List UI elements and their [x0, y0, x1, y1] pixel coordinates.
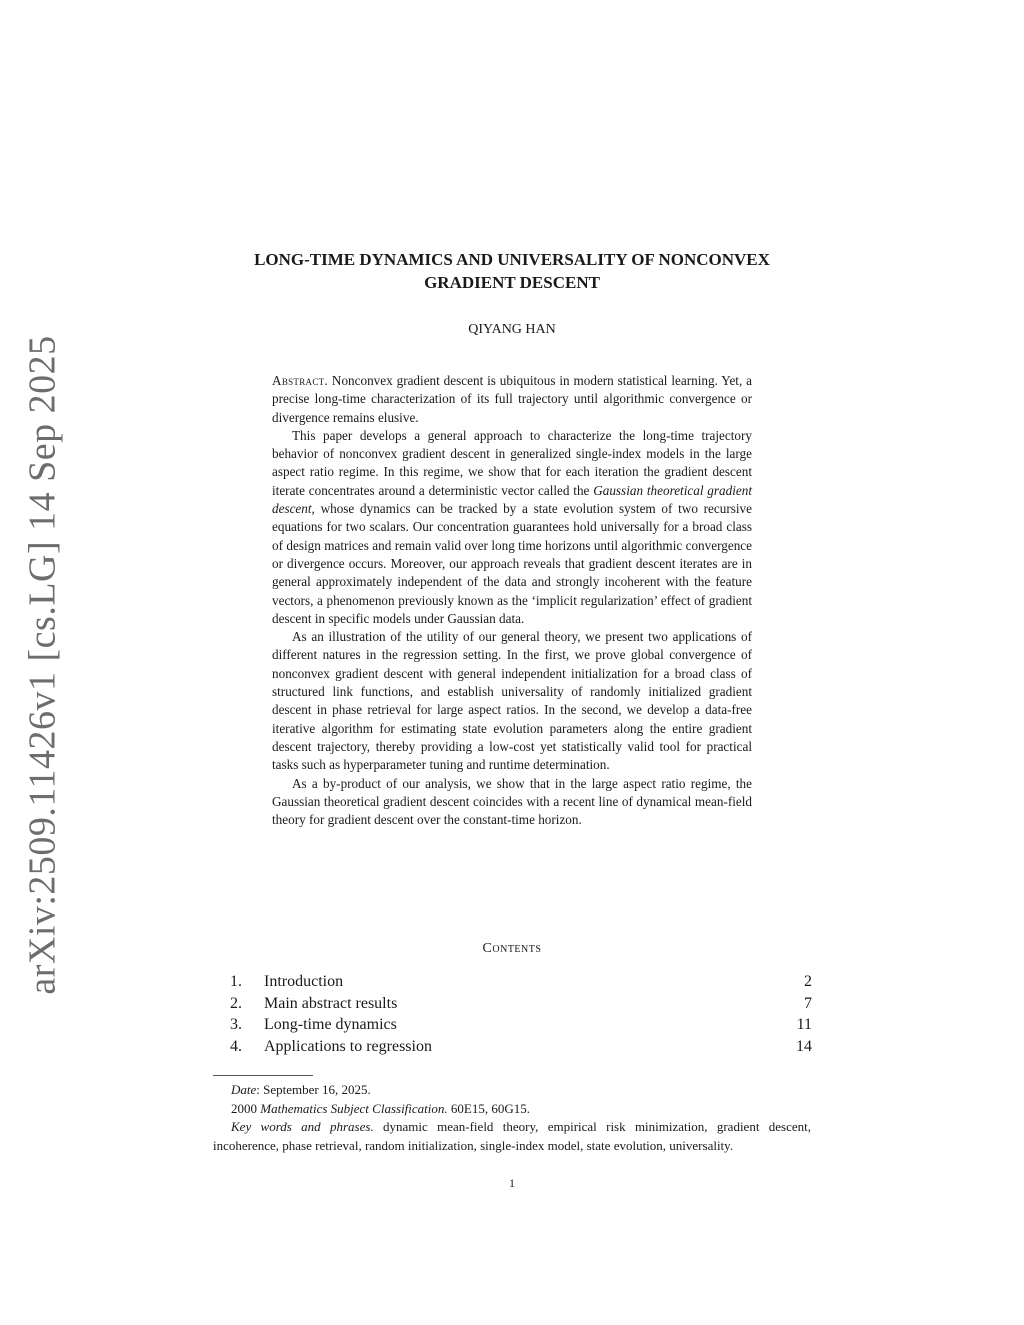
arxiv-identifier-text: arXiv:2509.11426v1 [cs.LG] 14 Sep 2025 [22, 335, 65, 995]
toc-page: 14 [796, 1038, 812, 1056]
abstract-paragraph-2 [272, 427, 752, 628]
toc-number: 4. [230, 1038, 242, 1056]
contents-heading: Contents [482, 941, 542, 956]
footnote-rule [213, 1075, 313, 1076]
toc-number: 3. [230, 1016, 242, 1034]
msc-year: 2000 [231, 1100, 261, 1116]
toc-entry[interactable] [230, 1014, 812, 1036]
abstract-paragraph-4: As a by-product of our analysis, we show that in the large aspect ratio regime, the Gaussian theoretical gradient descent coincides with a recent line of dynamical mean-field theory for gradient descent over the constant-time horizon. [272, 775, 752, 828]
date-value: : September 16, 2025. [256, 1082, 371, 1097]
author-name: QIYANG HAN [468, 322, 556, 337]
toc-title: Main abstract results [264, 994, 398, 1012]
toc-title: Introduction [264, 973, 344, 990]
toc-page: 2 [804, 973, 812, 990]
toc-page: 11 [796, 1016, 812, 1034]
arxiv-identifier-stamp [14, 335, 72, 995]
page-number: 1 [509, 1176, 515, 1190]
abstract-label: Abstract. [272, 373, 329, 388]
abstract-paragraph-3: As an illustration of the utility of our general theory, we present two applications of different natures in the regression setting. In the first, we prove global convergence of nonconvex gradient descent with general independent initialization for a broad class of structured link functions, and establish universality of randomly initialized gradient descent in phase retrieval for large aspect ratios. In the second, we develop a data-free iterative algorithm for estimating state evolution parameters along the entire gradient descent trajectory, thereby providing a low-cost yet statistically valid tool for practical tasks such as hyperparameter tuning and runtime determination. [272, 629, 752, 773]
abstract [272, 372, 752, 829]
abstract-p2-text-a: This paper develops a general approach to characterize the long-time trajectory behavior of nonconvex gradient descent in generalized single-index models in the large aspect ratio regime. In this regime, we show that for each iteration the gradient descent iterate concentrates around a deterministic vector called the [272, 427, 752, 498]
abstract-p2-text-b: , whose dynamics can be tracked by a state evolution system of two recursive equations for two scalars. Our concentration guarantees hold universally for a broad class of design matrices and remain valid over long time horizons until algorithmic convergence or divergence occurs. Moreover, our approach reveals that gradient descent iterates are in general approximately independent of the data and strongly incoherent with the feature vectors, a phenomenon previously known as the ‘implicit regularization’ effect of gradient descent in specific models under Gaussian data. [272, 501, 752, 626]
toc-entry[interactable] [230, 1036, 812, 1058]
abstract-paragraph-1 [272, 372, 752, 427]
toc-entry[interactable] [230, 993, 812, 1015]
title-line-1: LONG-TIME DYNAMICS AND UNIVERSALITY OF NONCONVEX [254, 250, 770, 269]
msc-label: Mathematics Subject Classification. [260, 1100, 448, 1116]
toc-title: Long-time dynamics [264, 1016, 397, 1034]
paper-title [150, 248, 874, 294]
keywords-value: dynamic mean-field theory, empirical risk minimization, gradient descent, incoherence, phase retrieval, random initialization, single-index model, state evolution, universality. [213, 1119, 811, 1153]
toc-entry[interactable] [230, 971, 812, 993]
toc-page: 7 [804, 994, 812, 1012]
footnote-keywords [213, 1118, 811, 1155]
footnote-date [213, 1081, 811, 1100]
abstract-p2-emphasis: Gaussian theoretical gradient descent [272, 482, 752, 517]
title-line-2: GRADIENT DESCENT [424, 273, 600, 292]
abstract-p1-text: Nonconvex gradient descent is ubiquitous in modern statistical learning. Yet, a precise long-time characterization of its full trajectory until algorithmic convergence or divergence remains elusive. [272, 373, 753, 425]
toc-number: 2. [230, 994, 242, 1012]
msc-value: 60E15, 60G15. [447, 1100, 530, 1116]
toc-title: Applications to regression [264, 1038, 432, 1056]
toc-number: 1. [230, 973, 242, 990]
table-of-contents [230, 971, 812, 1058]
date-label: Date [231, 1082, 257, 1097]
footnotes [213, 1081, 811, 1155]
footnote-msc [213, 1100, 811, 1119]
keywords-label: Key words and phrases. [231, 1119, 374, 1134]
